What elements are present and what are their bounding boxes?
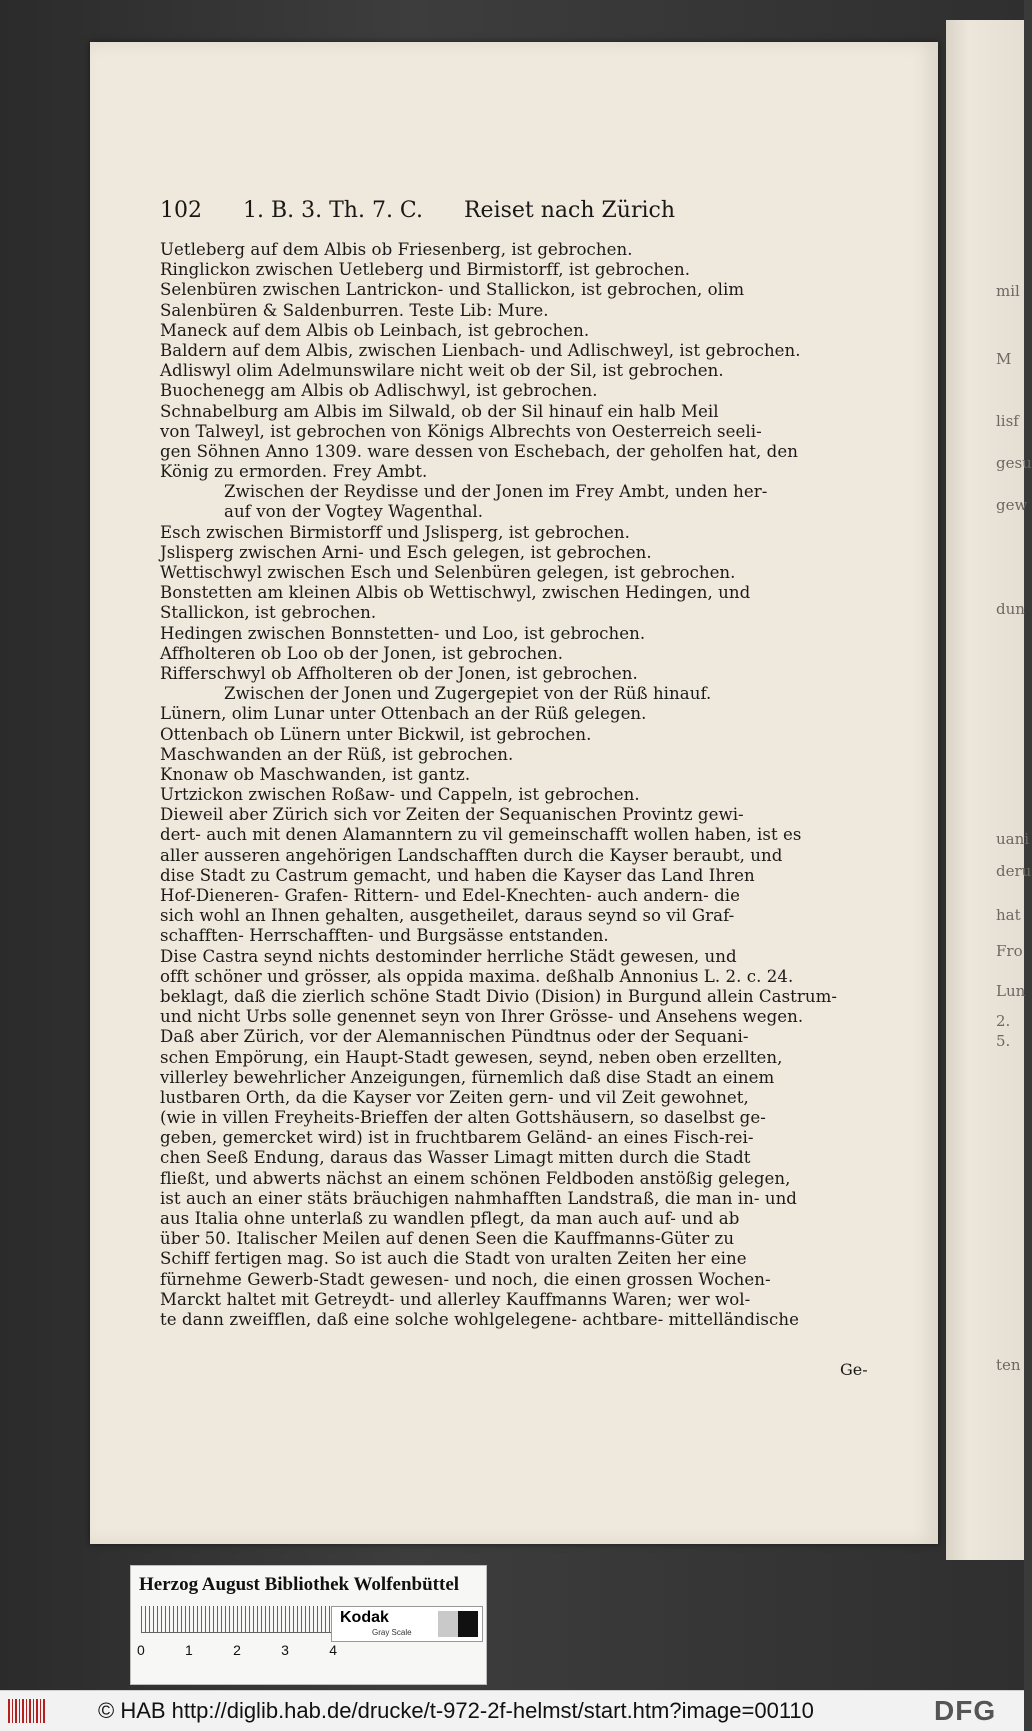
scale-ruler xyxy=(141,1606,331,1633)
text-line: und nicht Urbs solle genennet seyn von Ihrer Grösse- und Ansehens wegen. xyxy=(160,1007,804,1027)
text-line: te dann zweifflen, daß eine solche wohlgelegene- achtbare- mittelländische xyxy=(160,1309,799,1329)
adjacent-fragment: Lun xyxy=(996,982,1026,1000)
text-line: Salenbüren & Saldenburren. Teste Lib: Mure. xyxy=(160,300,549,320)
text-line: auf von der Vogtey Wagenthal. xyxy=(224,502,484,522)
text-line: (wie in villen Freyheits-Brieffen der alten Gottshäusern, so daselbst ge- xyxy=(160,1108,766,1128)
adjacent-fragment: uani xyxy=(996,830,1030,848)
barcode-icon xyxy=(8,1699,46,1723)
text-line: Lünern, olim Lunar unter Ottenbach an der Rüß gelegen. xyxy=(160,704,647,724)
text-line: Dise Castra seynd nichts destominder herrliche Städt gewesen, und xyxy=(160,946,737,966)
text-line: aller ausseren angehörigen Landschafften durch die Kayser beraubt, und xyxy=(160,845,783,865)
text-line: lustbaren Orth, da die Kayser vor Zeiten gern- und vil Zeit gewohnet, xyxy=(160,1087,749,1107)
text-line: Wettischwyl zwischen Esch und Selenbüren gelegen, ist gebrochen. xyxy=(160,563,736,582)
text-line: Affholteren ob Loo ob der Jonen, ist gebrochen. xyxy=(160,643,564,663)
text-line: Maschwanden an der Rüß, ist gebrochen. xyxy=(160,744,514,764)
adjacent-fragment: mil xyxy=(996,282,1020,300)
text-line: von Talweyl, ist gebrochen von Königs Albrechts von Oesterreich seeli- xyxy=(160,421,762,441)
text-line: Ottenbach ob Lünern unter Bickwil, ist gebrochen. xyxy=(160,724,592,744)
dfg-logo: DFG xyxy=(934,1695,997,1726)
text-line: Hof-Dieneren- Grafen- Rittern- und Edel-Knechten- auch andern- die xyxy=(160,886,741,905)
catchword: Ge- xyxy=(840,1360,868,1379)
text-line: Daß aber Zürich, vor der Alemannischen Pündtnus oder der Sequani- xyxy=(160,1027,749,1047)
ruler-number: 3 xyxy=(281,1642,289,1658)
text-line: sich wohl an Ihnen gehalten, ausgetheilet, daraus seynd so vil Graf- xyxy=(160,906,735,926)
ruler-number: 4 xyxy=(329,1642,337,1658)
adjacent-fragment: M xyxy=(996,350,1012,368)
text-line: Ringlickon zwischen Uetleberg und Birmistorff, ist gebrochen. xyxy=(160,260,691,280)
text-line: schen Empörung, ein Haupt-Stadt gewesen, seynd, neben oben erzellten, xyxy=(160,1047,783,1067)
text-line: Buochenegg am Albis ob Adlischwyl, ist gebrochen. xyxy=(160,381,598,401)
adjacent-fragment: 2. xyxy=(996,1012,1011,1030)
adjacent-fragment: dun xyxy=(996,600,1025,618)
text-line: ist auch an einer stäts bräuchigen nahmhafften Landstraß, die man in- und xyxy=(160,1188,797,1208)
text-line: Selenbüren zwischen Lantrickon- und Stallickon, ist gebrochen, olim xyxy=(160,280,745,300)
text-line: Zwischen der Jonen und Zugergepiet von der Rüß hinauf. xyxy=(224,684,712,704)
text-line: dert- auch mit denen Alamanntern zu vil gemeinschafft wollen haben, ist es xyxy=(160,825,802,845)
kodak-gray-scale xyxy=(331,1606,483,1642)
text-line: Knonaw ob Maschwanden, ist gantz. xyxy=(160,764,471,784)
ruler-numbers xyxy=(137,1642,337,1658)
text-line: aus Italia ohne unterlaß zu wandlen pflegt, da man auch auf- und ab xyxy=(160,1209,740,1228)
text-line: Uetleberg auf dem Albis ob Friesenberg, ist gebrochen. xyxy=(160,240,633,259)
kodak-logo: Kodak xyxy=(340,1609,389,1626)
ruler-number: 2 xyxy=(233,1642,241,1658)
adjacent-page-edge xyxy=(946,20,1032,1560)
adjacent-fragment: lisf xyxy=(996,412,1019,430)
text-line: Stallickon, ist gebrochen. xyxy=(160,603,377,623)
text-line: Baldern auf dem Albis, zwischen Lienbach- und Adlischweyl, ist gebrochen. xyxy=(160,340,801,360)
text-line: Esch zwischen Birmistorff und Jslisperg, ist gebrochen. xyxy=(160,522,630,542)
adjacent-fragment: deru xyxy=(996,862,1032,880)
text-line: Jslisperg zwischen Arni- und Esch gelegen, ist gebrochen. xyxy=(160,542,652,562)
text-line: Dieweil aber Zürich sich vor Zeiten der Sequanischen Provintz gewi- xyxy=(160,805,744,825)
text-line: dise Stadt zu Castrum gemacht, und haben die Kayser das Land Ihren xyxy=(160,865,755,885)
viewer-footer xyxy=(0,1690,1024,1731)
adjacent-fragment: hat xyxy=(996,906,1021,924)
source-link[interactable]: © HAB http://diglib.hab.de/drucke/t-972-2f-helmst/start.htm?image=00110 xyxy=(98,1698,814,1723)
text-line: chen Seeß Endung, daraus das Wasser Limagt mitten durch die Stadt xyxy=(160,1148,751,1168)
text-line: beklagt, daß die zierlich schöne Stadt Divio (Dision) in Burgund allein Castrum- xyxy=(160,986,838,1006)
text-line: Bonstetten am kleinen Albis ob Wettischwyl, zwischen Hedingen, und xyxy=(160,583,751,603)
running-title: Reiset nach Zürich xyxy=(463,198,676,223)
adjacent-fragment: gesu xyxy=(996,454,1032,472)
text-line: Schiff fertigen mag. So ist auch die Stadt von uralten Zeiten her eine xyxy=(160,1249,747,1269)
adjacent-fragment: 5. xyxy=(996,1032,1011,1050)
text-line: Zwischen der Reydisse und der Jonen im Frey Ambt, unden her- xyxy=(224,482,768,502)
text-line: Maneck auf dem Albis ob Leinbach, ist gebrochen. xyxy=(160,320,590,340)
page-number: 102 xyxy=(160,198,202,223)
body-text xyxy=(160,200,900,1380)
section-reference: 1. B. 3. Th. 7. C. xyxy=(243,198,423,223)
text-line: gen Söhnen Anno 1309. ware dessen von Eschebach, der geholfen hat, den xyxy=(160,441,798,461)
text-line: Marckt haltet mit Getreydt- und allerley Kauffmanns Waren; wer wol- xyxy=(160,1289,751,1309)
text-line: Rifferschwyl ob Affholteren ob der Jonen, ist gebrochen. xyxy=(160,663,638,683)
text-line: über 50. Italischer Meilen auf denen Seen die Kauffmanns-Güter zu xyxy=(160,1229,735,1249)
text-line: Hedingen zwischen Bonnstetten- und Loo, ist gebrochen. xyxy=(160,623,646,643)
text-line: geben, gemercket wird) ist in fruchtbarem Geländ- an eines Fisch-rei- xyxy=(160,1128,754,1148)
ruler-number: 0 xyxy=(137,1642,145,1658)
text-line: offt schöner und grösser, als oppida maxima. deßhalb Annonius L. 2. c. 24. xyxy=(160,966,794,986)
text-line: Urtzickon zwischen Roßaw- und Cappeln, ist gebrochen. xyxy=(160,785,640,805)
text-line: fließt, und abwerts nächst an einem schönen Feldboden anstößig gelegen, xyxy=(160,1168,791,1188)
text-line: fürnehme Gewerb-Stadt gewesen- und noch, die einen grossen Wochen- xyxy=(160,1269,771,1289)
text-line: schafften- Herrschafften- und Burgsässe entstanden. xyxy=(160,926,609,946)
adjacent-fragment: ten xyxy=(996,1356,1021,1374)
black-patch xyxy=(458,1611,478,1637)
gray-scale-label: Gray Scale xyxy=(372,1628,412,1637)
text-line: Adliswyl olim Adelmunswilare nicht weit ob der Sil, ist gebrochen. xyxy=(160,361,724,381)
color-calibration-card xyxy=(130,1565,487,1685)
text-line: villerley bewehrlicher Anzeigungen, fürnemlich daß dise Stadt an einem xyxy=(160,1067,775,1087)
adjacent-fragment: gew xyxy=(996,496,1028,514)
library-name: Herzog August Bibliothek Wolfenbüttel xyxy=(139,1574,460,1595)
adjacent-fragment: Fro xyxy=(996,942,1023,960)
text-line: Schnabelburg am Albis im Silwald, ob der Sil hinauf ein halb Meil xyxy=(160,401,719,421)
text-lines xyxy=(160,240,900,1330)
text-line: König zu ermorden. Frey Ambt. xyxy=(160,462,428,482)
gray-patch xyxy=(438,1611,458,1637)
ruler-number: 1 xyxy=(185,1642,193,1658)
